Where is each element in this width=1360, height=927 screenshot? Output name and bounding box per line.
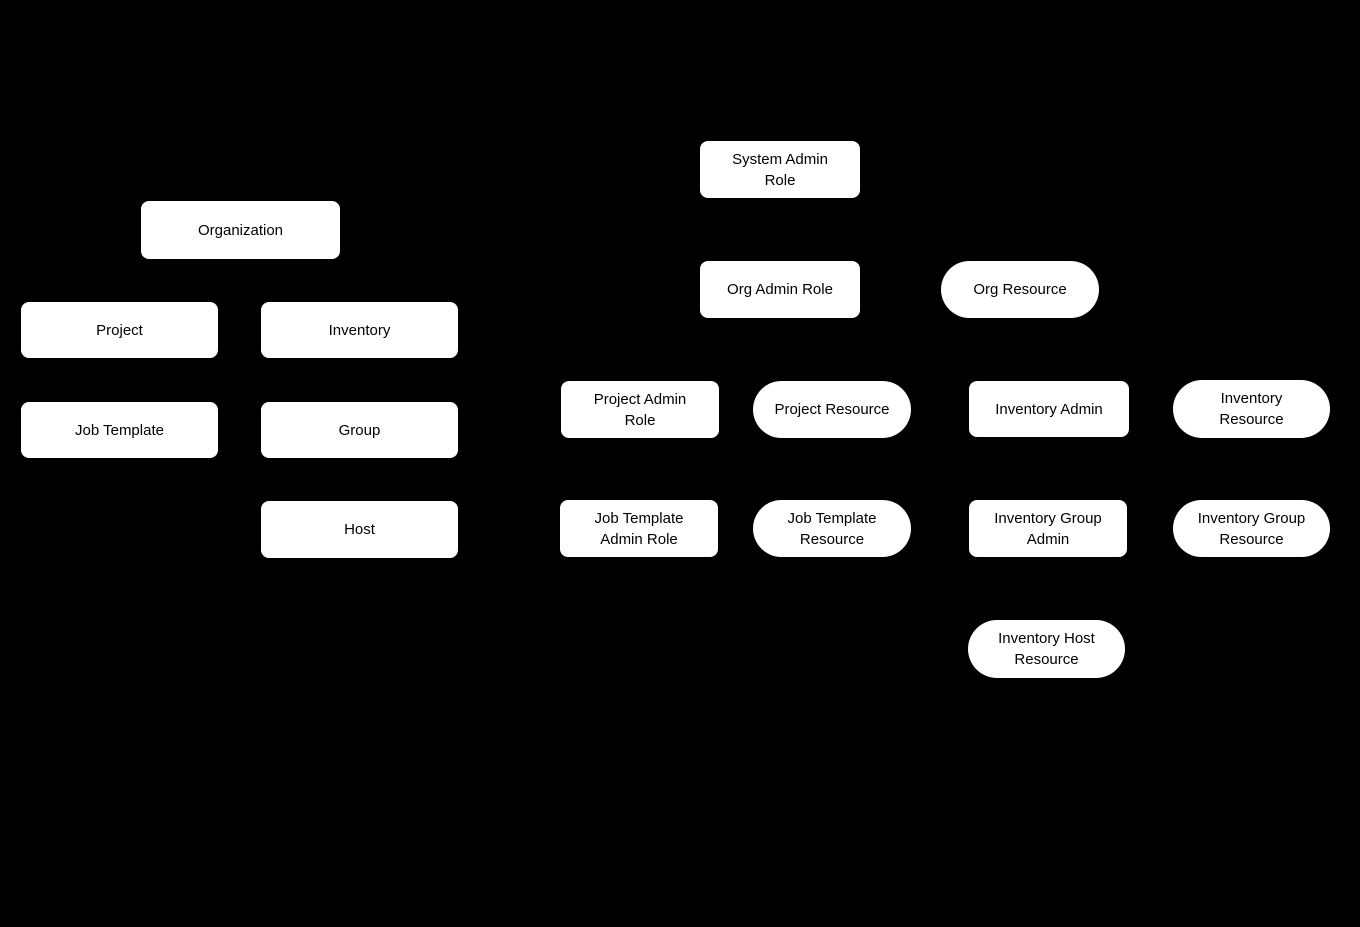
node-label: Resource <box>1014 651 1079 668</box>
node-project-resource <box>753 381 911 438</box>
node-project <box>21 302 218 358</box>
node-label: Project Resource <box>774 401 890 418</box>
node-label: Admin <box>1026 530 1070 548</box>
node-label: Inventory <box>1220 390 1283 407</box>
node-inventory-admin <box>969 381 1129 437</box>
node-inventory <box>261 302 458 358</box>
node-label: Job Template <box>75 421 164 439</box>
node-label: Inventory Group <box>1197 509 1306 527</box>
node-inventory-group-resource <box>1173 500 1330 557</box>
node-label: Job Template <box>787 509 877 527</box>
node-label: Resource <box>799 530 865 548</box>
node-label: Organization <box>197 221 284 239</box>
node-label: Host <box>344 521 375 538</box>
node-label: Inventory Host <box>998 630 1095 647</box>
node-job-template-resource <box>753 500 911 557</box>
node-group <box>261 402 458 458</box>
node-inventory-group-admin <box>969 500 1127 557</box>
node-inventory-host-resource <box>968 620 1125 678</box>
node-label: Inventory Group <box>994 509 1102 527</box>
node-label: Resource <box>1219 530 1284 548</box>
node-job-template-admin-role <box>560 500 718 557</box>
node-org-resource <box>941 261 1099 318</box>
node-label: Role <box>624 411 656 429</box>
node-label: Org Admin Role <box>727 281 833 298</box>
node-project-admin-role <box>561 381 719 438</box>
node-system-admin-role <box>700 141 860 198</box>
node-org-admin-role <box>700 261 860 318</box>
node-label: System Admin <box>732 150 828 168</box>
node-inventory-resource <box>1173 380 1330 438</box>
node-host <box>261 501 458 558</box>
node-label: Inventory Admin <box>995 400 1103 418</box>
node-label: Project <box>96 321 143 339</box>
node-label: Group <box>338 421 381 439</box>
node-job-template <box>21 402 218 458</box>
node-label: Org Resource <box>973 281 1067 298</box>
node-label: Role <box>764 171 796 189</box>
node-label: Inventory <box>328 321 391 339</box>
node-label: Admin Role <box>600 530 678 548</box>
node-label: Resource <box>1219 411 1284 428</box>
node-label: Job Template <box>594 509 684 527</box>
node-organization <box>141 201 340 259</box>
node-label: Project Admin <box>593 390 687 408</box>
